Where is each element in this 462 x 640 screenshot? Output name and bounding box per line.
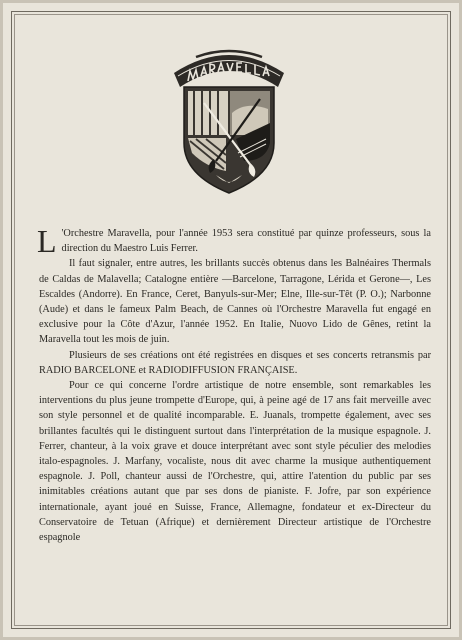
paragraph-artists: Pour ce qui concerne l'ordre artistique de notre ensemble, sont remarkables les interventions du plus jeune trompette d'Europe, qui, à peine agé de 17 ans fait merveille avec son style personnel et de qualité incomparable. E. Juanals, trompette également, avec ses brillantes facultés qui le distinguent surtout dans l'interprétation de la musique espagnole. J. Ferrer, chanteur, à la voix grave et douce interprétant avec sont style péculier des melodies italo-espagnoles. J. Marfany, vocaliste, nous dit avec charme la musique authentiquement espagnole. J. Poll, chanteur aussi de l'Orchestre, qui, attire l'atention du public par ses inimitables créations autant que par ses dons de pianiste. F. Jofre, par son expérience internationale, ayant joué en Suisse, France, Allemagne, fondateur et ex-Directeur du Conservatoire de Tetuan (Afrique) et dernièrement Directeur artistique de l'Orchestre espagnole <box>39 380 431 544</box>
page <box>3 3 459 637</box>
drop-cap: L <box>37 223 57 259</box>
maravella-crest-icon <box>166 43 292 198</box>
paragraph-intro <box>37 223 431 259</box>
paragraph-successes: Il faut signaler, entre autres, les brillants succès obtenus dans les Balnéaires Thermals de Caldas de Malavella; Catalogne entière —Barcelone, Tarragone, Lérida et Gerone—, Les Escaldes (Andorre). En France, Ceret, Banyuls-sur-Mer; Elne, Ille-sur-Têt (P. O.); Narbonne (Aude) et dans le fameux Palm Beach, de Cannes où l'Orchestre Maravella fut engagé en exclusive pour la Côte d'Azur, l'année 1952. En Italie, Nuovo Lido de Gênes, retint la Maravella tout les mois de juin. <box>39 258 431 346</box>
paragraph-recordings: Plusieurs de ses créations ont été registrées en disques et ses concerts retransmis par RADIO BARCELONE et RADIODIFFUSION FRANÇAISE. <box>39 349 431 376</box>
paragraph-intro-text: 'Orchestre Maravella, pour l'année 1953 sera constitué par quinze professeurs, sous la direction du Maestro Luis Ferrer. <box>61 228 431 255</box>
article-body <box>37 223 431 545</box>
